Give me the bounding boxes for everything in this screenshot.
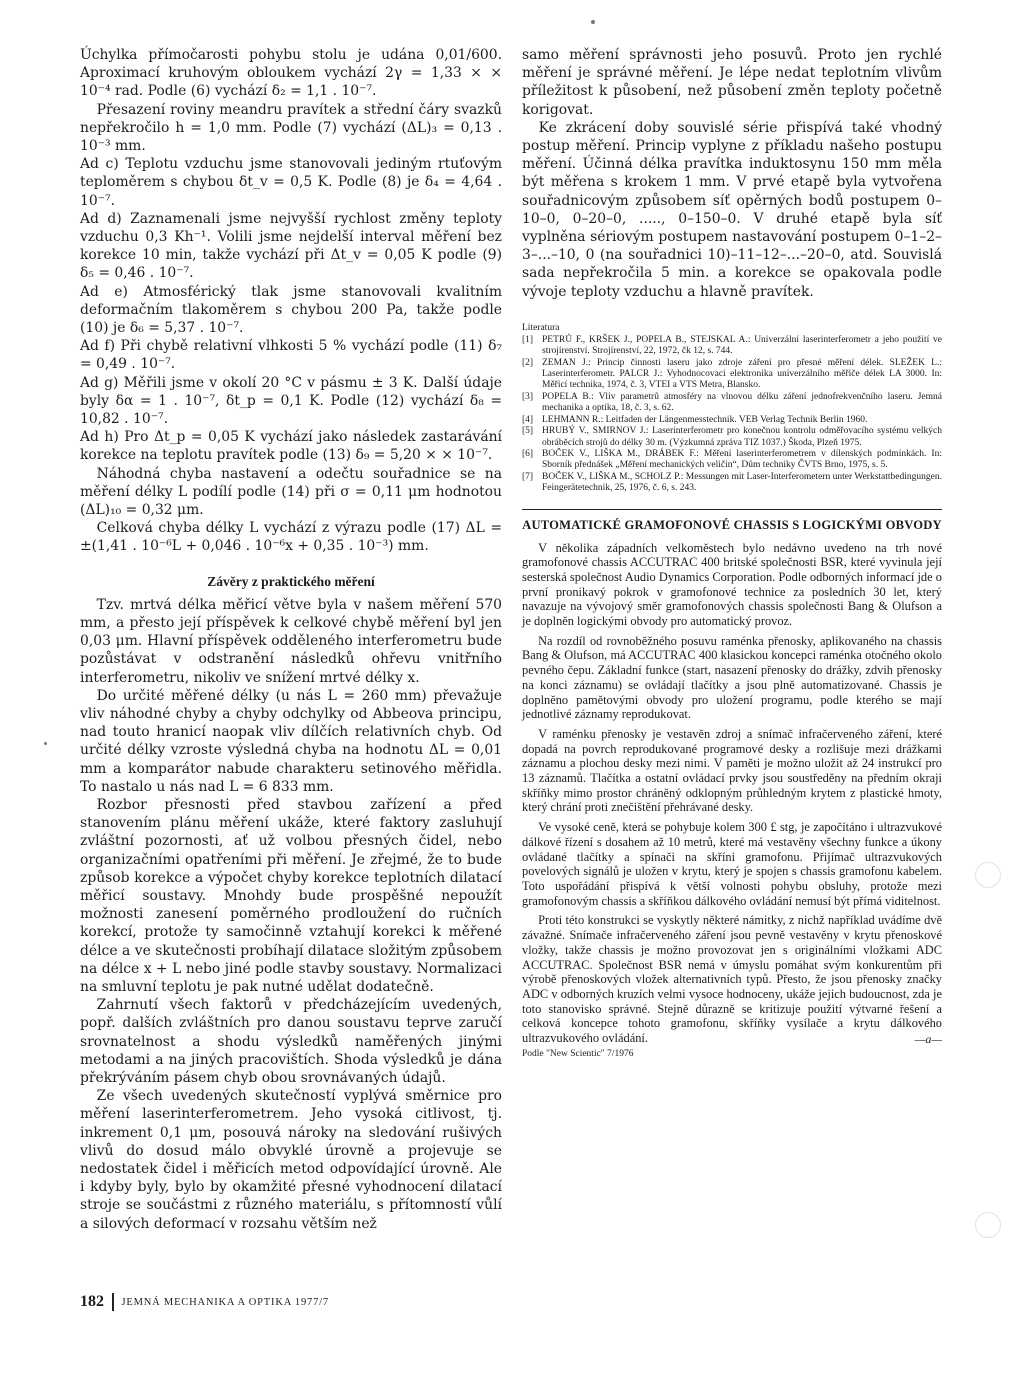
article-paragraph: Proti této konstrukci se vyskytly některé námitky, z nichž například uvádíme dvě závažné. Snímače infračerveného záření jsou pevně vestavěny v krytu přenoskové vložky, takže chassis je možno provozovat jen s originálními vložkami ADC ACCUTRAC. Společnost BSR nemá v úmyslu pomáhat svým konkurentům při výrobě přenoskových vložek alternativních typů. Přesto, že jsou přenosky značky ADC v odborných kruzích velmi vysoce hodnoceny, ukáže jejich budoucnost, zda je toto stanovisko správné. Stejně důrazně se kritizuje použití výtvarné řešení a celková koncepce tohoto gramofonu, skříňky vysílače a krytu dálkového ultrazvukového ovládání. <box>522 913 942 1046</box>
body-paragraph: Tzv. mrtvá délka měřicí větve byla v našem měření 570 mm, a přesto její příspěvek k celkové chybě měření byl jen 0,03 μm. Hlavní příspěvek odděleného interferometru bude pozůstávat v odstranění následků ohřevu vnitřního interferometru, nikoliv ve snížení mrtvé délky x. <box>80 596 502 686</box>
punch-hole <box>975 862 1001 888</box>
body-paragraph: Zahrnutí všech faktorů v předcházejícím uvedených, popř. dalších zvláštních pro danou soustavu teprve zaručí srovnatelnost a shodu výsledků naměřených jinými metodami a na jiných pracovištích. Shoda výsledků je dána překrýváním pásem chyb obou srovnávaných údajů. <box>80 997 502 1086</box>
left-column <box>80 46 502 1233</box>
article-paragraph: Ve vysoké ceně, která se pohybuje kolem 300 £ stg, je započítáno i ultrazvukové dálkové řízení s dosahem až 10 metrů, které má vestavěny všechny funkce a úkony ovládané tlačítky a spínači na skříni gramofonu. Přijímač ultrazvukových povelových signálů je uložen v krytu, který je spojen s chassis gramofonu kabelem. Toto uspořádání přispívá k větší volnosti pohybu obsluhy, protože mezi gramofonovým chassis a skříňkou dálkového ovládání nemusí být přímá viditelnost. <box>522 820 942 908</box>
literature-heading: Literatura <box>522 322 560 333</box>
reference-item: [1] PETRŮ F., KRŠEK J., POPELA B., STEJSKAL A.: Univerzální laserinterferometr a jeho použití ve strojírenství. Strojírenství, 22, 1972, čk 12, s. 744. <box>522 334 942 357</box>
page-footer <box>80 1293 329 1311</box>
reference-item: [2] ZEMAN J.: Princip činnosti laseru jako zdroje záření pro přesné měření délek. SLEŽEK L.: Laserinterferometr. PALCR J.: Vyhodnocovací elektronika univerzálního měřiče délek LA 3000. In: Měřicí technika, 1974, č. 3, VTEI a VTS Metra, Blansko. <box>522 357 942 391</box>
body-paragraph: Ze všech uvedených skutečností vyplývá směrnice pro měření laserinterferometrem. Jeho vysoká citlivost, tj. inkrement 0,1 μm, posouvá nároky na sledování rušivých vlivů do dosud málo obvyklé úrovně a projevuje se nedostatek čidel i měřicích metod odpovídající úrovně. Ale i kdyby byly, bylo by okamžité přesné vyhodnocení dilatací stroje se součástmi z různého materiálu, s přítomností vůlí a silových deformací v rozsahu větším než <box>80 1088 502 1232</box>
reference-item: [7] BOČEK V., LIŠKA M., SCHOLZ P.: Messungen mit Laser-Interferometern unter Werkstattbedingungen. Feingerätetechnik, 25, 1976, č. 6, s. 243. <box>522 471 942 494</box>
body-paragraph: Ad d) Zaznamenali jsme nejvyšší rychlost změny teploty vzduchu 0,3 Kh⁻¹. Volili jsme nejdelší interval měření bez korekce 10 min, takže vychází při Δt_v = 0,05 K podle (9) δ₅ = 0,46 . 10⁻⁷. <box>80 210 502 282</box>
body-paragraph: Ad h) Pro Δt_p = 0,05 K vychází jako následek zastarávání korekce na teplotu pravítek podle (13) δ₉ = 5,20 × × 10⁻⁷. <box>80 429 502 464</box>
article-source: Podle "New Scientic" 7/1976 <box>522 1048 634 1059</box>
article-paragraph: V raménku přenosky je vestavěn zdroj a snímač infračerveného záření, které dopadá na povrch reprodukované programové desky a rozlišuje mezi drážkami záznamu a plochou desky mezi nimi. V paměti je možno uložit až 24 instrukcí pro 13 záznamů. Tlačítka a ostatní ovládací prvky jsou soustředěny na předním okraji skříňky mimo prostor chráněný odklopným průhledným krytem z plastické hmoty, který chrání proti znečištění přehrávané desky. <box>522 726 942 815</box>
body-paragraph: Úchylka přímočarosti pohybu stolu je udána 0,01/600. Aproximací kruhovým obloukem vychází 2γ = 1,33 × × 10⁻⁴ rad. Podle (6) vychází δ₂ = 1,1 . 10⁻⁷. <box>80 47 502 100</box>
body-paragraph: Ad c) Teplotu vzduchu jsme stanovovali jediným rtuťovým teploměrem s chybou δt_v = 0,5 K. Podle (8) je δ₄ = 4,64 . 10⁻⁷. <box>80 156 502 209</box>
reference-item: [6] BOČEK V., LIŠKA M., DRÁBEK F.: Měření laserinterferometrem v dílenských podmínkách. In: Sborník přednášek „Měření mechanických veličin“, Dům techniky ČVTS Brno, 1975, s. 5. <box>522 448 942 471</box>
author-signature: —a— <box>914 1031 942 1046</box>
article-paragraph: V několika západních velkoměstech bylo nedávno uvedeno na trh nové gramofonové chassis ACCUTRAC 400 britské společnosti BSR, které vyvinula její sesterská společnost Audio Dynamics Corporation. Podle odborných informací jde o první pronikavý pokrok v gramofonové technice za posledních 30 let, který navazuje na vývojový směr gramofonových chassis společnosti Bang & Olufson a je doplněn logickými obvody pro automatický provoz. <box>522 540 942 629</box>
reference-item: [3] POPELA B.: Vliv parametrů atmosféry na vlnovou délku záření jednofrekvenčního laseru. Jemná mechanika a optika, 18, č. 3, s. 62. <box>522 391 942 414</box>
body-paragraph: Přesazení roviny meandru pravítek a střední čáry svazků nepřekročilo h = 1,0 mm. Podle (7) vychází (ΔL)₃ = 0,13 . 10⁻³ mm. <box>80 101 502 155</box>
scan-mark <box>44 742 47 745</box>
body-paragraph: Celková chyba délky L vychází z výrazu podle (17) ΔL = ±(1,41 . 10⁻⁶L + 0,046 . 10⁻⁶x + 0,35 . 10⁻³) mm. <box>80 520 502 555</box>
body-paragraph: Ke zkrácení doby souvislé série přispívá také vhodný postup měření. Princip vyplyne z příkladu našeho postupu měření. Účinná délka pravítka induktosynu 150 mm měla být měřena s krokem 1 mm. V prvé etapě byla vytvořena souřadnicovým způsobem síť opěrných bodů postupem 0–10–0, 0–20–0, ....., 0–150–0. V druhé etapě byla síť vyplněna sériovým postupem nastavování postupem 0–1–2–3–...–10, 0 (na souřadnici 10)–11–12–...–20–0, atd. Souvislá sada nepřekročila 5 min. a korekce se opakovala podle vývoje teploty vzduchu a hlavně pravítek. <box>522 119 942 300</box>
body-paragraph: Rozbor přesnosti před stavbou zařízení a před stanovením plánu měření ukáže, které faktory zasluhují zvláštní pozornosti, ať už volbou přesných čidel, nebo organizačními opatřeními při měření. Je zřejmé, že to bude způsob korekce a výpočet chyby korekce teplotních dilatací měřicí soustavy. Mnohdy bude prospěšné nepoužít možnosti zanesení poměrného prodloužení do ručních korekcí, protože ty samočinně vztahují korekci k měřené délce a ve skutečnosti probíhají dilatace složitým způsobem na délce x + L nebo jiné podle stavby soustavy. Normalizaci na smluvní teplotu je pak nutné udělat dodatečně. <box>80 796 502 995</box>
body-paragraph: Ad g) Měřili jsme v okolí 20 °C v pásmu ± 3 K. Další údaje byly δα = 1 . 10⁻⁷, δt_p = 0,1 K. Podle (12) vychází δ₈ = 10,82 . 10⁻⁷. <box>80 374 502 428</box>
reference-item: [5] HRUBÝ V., SMIRNOV J.: Laserinterferometr pro konečnou kontrolu odměřovacího systému velkých obráběcích strojů do délky 30 m. (Výzkumná zpráva TIZ 1037.) Škoda, Plzeň 1975. <box>522 426 942 448</box>
body-paragraph: Ad f) Při chybě relativní vlhkosti 5 % vychází podle (11) δ₇ = 0,49 . 10⁻⁷. <box>80 338 502 373</box>
page-number: 182 <box>80 1293 104 1310</box>
article-title: AUTOMATICKÉ GRAMOFONOVÉ CHASSIS S LOGICKÝMI OBVODY <box>522 517 942 532</box>
body-paragraph: Ad e) Atmosférický tlak jsme stanovovali kvalitním deformačním tlakoměrem s chybou 200 Pa, takže podle (10) je δ₆ = 5,37 . 10⁻⁷. <box>80 283 502 337</box>
right-column <box>522 46 942 1059</box>
reference-item: [4] LEHMANN R.: Leitfaden der Längenmesstechnik. VEB Verlag Technik Berlin 1960. <box>522 414 868 425</box>
body-paragraph: Do určité měřené délky (u nás L = 260 mm) převažuje vliv náhodné chyby a chyby odchylky od Abbeova principu, nad touto hranicí naopak vliv dílčích relativních chyb. Od určité délky vzroste výsledná chyba na hodnotu ΔL = 0,01 mm a komparátor nabude charakteru setinového měřidla. To nastalo u nás nad L = 6 833 mm. <box>80 687 502 795</box>
article-paragraph: Na rozdíl od rovnoběžného posuvu raménka přenosky, aplikovaného na chassis Bang & Olufson, má ACCUTRAC 400 klasickou koncepci raménka otočného okolo pevného čepu. Základní funkce (start, nasazení přenosky do drážky, zdvih přenosky na konci záznamu) se ovládají tlačítky a jsou plně automatizované. Chassis je doplněno pamětovými obvody pro uložení programu, podle kterého se mají jednotlivé záznamy reprodukovat. <box>522 633 942 722</box>
article-divider <box>522 509 942 510</box>
reference-list <box>522 335 942 495</box>
body-paragraph: Náhodná chyba nastavení a odečtu souřadnice se na měření délky L podílí podle (14) při σ = 0,11 μm hodnotou (ΔL)₁₀ = 0,32 μm. <box>80 465 502 519</box>
section-heading: Závěry z praktického měření <box>207 573 375 589</box>
journal-name: JEMNÁ MECHANIKA A OPTIKA 1977/7 <box>121 1296 329 1308</box>
punch-hole <box>975 1212 1001 1238</box>
scan-mark <box>591 20 595 24</box>
footer-divider <box>112 1293 114 1311</box>
body-paragraph: samo měření správnosti jeho posuvů. Proto jen rychlé měření je správné měření. Je lépe nedat teplotním vlivům příležitost k působení, než působení změn teploty početně korigovat. <box>522 47 942 118</box>
